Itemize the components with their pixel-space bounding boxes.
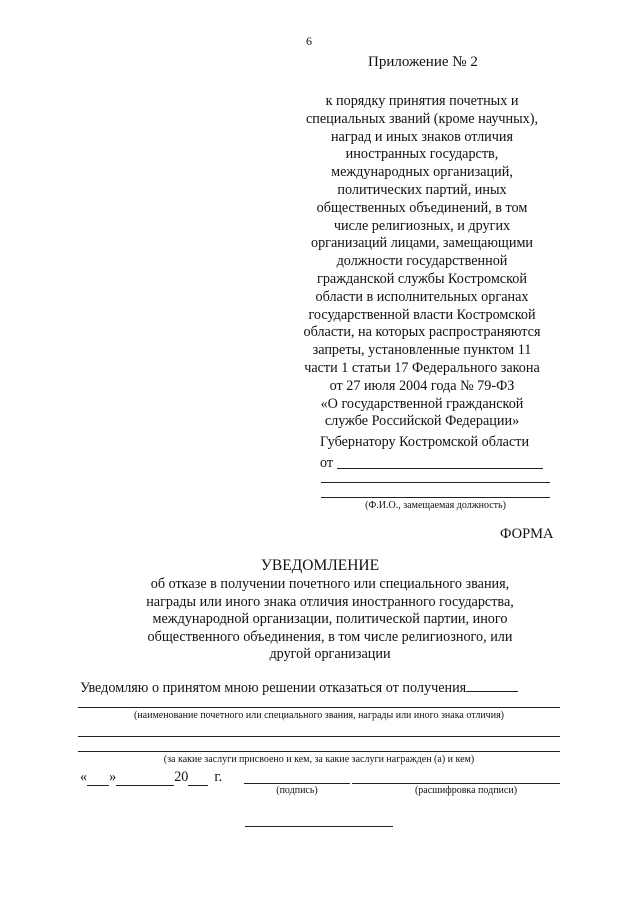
order-line: части 1 статьи 17 Федерального закона xyxy=(304,359,540,376)
from-name-field[interactable] xyxy=(337,467,543,469)
order-line: общественных объединений, в том xyxy=(316,199,528,216)
addressee-from-row xyxy=(320,455,543,472)
order-line: иностранных государств, xyxy=(345,146,499,163)
notice-statement-row xyxy=(80,677,518,697)
order-line: должности государственной xyxy=(336,253,508,270)
order-line: области в исполнительных органах xyxy=(315,288,529,305)
order-line: специальных званий (кроме научных), xyxy=(305,110,539,127)
subtitle-line: об отказе в получении почетного или специального звания, xyxy=(150,576,510,592)
from-label: от xyxy=(320,455,334,471)
notice-title: УВЕДОМЛЕНИЕ xyxy=(260,557,380,574)
order-line: службе Российской Федерации» xyxy=(324,413,520,430)
order-line: от 27 июля 2004 года № 79-ФЗ xyxy=(329,377,515,394)
form-label: ФОРМА xyxy=(500,526,554,542)
merits-caption: (за какие заслуги присвоено и кем, за какие заслуги награжден (а) и кем) xyxy=(163,754,475,765)
date-open-quote: « xyxy=(80,769,88,785)
notice-statement: Уведомляю о принятом мною решении отказаться от получения xyxy=(80,680,467,696)
award-name-field-line[interactable] xyxy=(78,707,560,708)
date-row xyxy=(80,769,222,786)
subtitle-line: другой организации xyxy=(269,646,391,662)
order-line: политических партий, иных xyxy=(337,181,507,198)
month-field[interactable] xyxy=(116,771,174,786)
signature-field[interactable] xyxy=(244,783,350,784)
order-line: «О государственной гражданской xyxy=(320,395,524,412)
order-line: числе религиозных, и других xyxy=(333,217,511,234)
award-name-field-start[interactable] xyxy=(466,677,518,692)
page-number: 6 xyxy=(306,34,312,48)
fio-position-caption: (Ф.И.О., замещаемая должность) xyxy=(365,500,506,511)
signature-decoding-field[interactable] xyxy=(352,783,560,784)
from-field-line-3[interactable] xyxy=(321,497,550,498)
appendix-reference-block xyxy=(290,93,554,431)
notice-subtitle xyxy=(80,576,580,664)
year-suffix: г. xyxy=(214,769,223,785)
order-line: государственной власти Костромской xyxy=(308,306,536,323)
from-field-line-2[interactable] xyxy=(321,482,550,483)
order-line: области, на которых распространяются xyxy=(303,324,541,341)
order-line: гражданской службы Костромской xyxy=(317,270,527,287)
subtitle-line: международной организации, политической партии, иного xyxy=(152,611,508,627)
order-line: международных организаций, xyxy=(331,164,513,181)
order-line: к порядку принятия почетных и xyxy=(325,93,519,109)
year-field[interactable] xyxy=(188,771,208,786)
award-name-caption: (наименование почетного или специального звания, награды или иного знака отличия) xyxy=(134,710,504,721)
order-line: наград и иных знаков отличия xyxy=(330,128,514,145)
date-close-quote: » xyxy=(109,769,117,785)
subtitle-line: награды или иного знака отличия иностранного государства, xyxy=(146,593,514,610)
appendix-title: Приложение № 2 xyxy=(368,54,478,70)
day-field[interactable] xyxy=(87,771,109,786)
merits-field-line-1[interactable] xyxy=(78,736,560,737)
order-line: организаций лицами, замещающими xyxy=(310,235,534,252)
footer-separator-line xyxy=(245,826,393,827)
merits-field-line-2[interactable] xyxy=(78,751,560,752)
year-prefix: 20 xyxy=(174,769,189,785)
signature-decoding-caption: (расшифровка подписи) xyxy=(414,785,518,796)
order-line: запреты, установленные пунктом 11 xyxy=(312,342,532,359)
signature-caption: (подпись) xyxy=(276,785,318,796)
addressee-governor: Губернатору Костромской области xyxy=(320,434,530,450)
subtitle-line: общественного объединения, в том числе религиозного, или xyxy=(147,628,513,645)
